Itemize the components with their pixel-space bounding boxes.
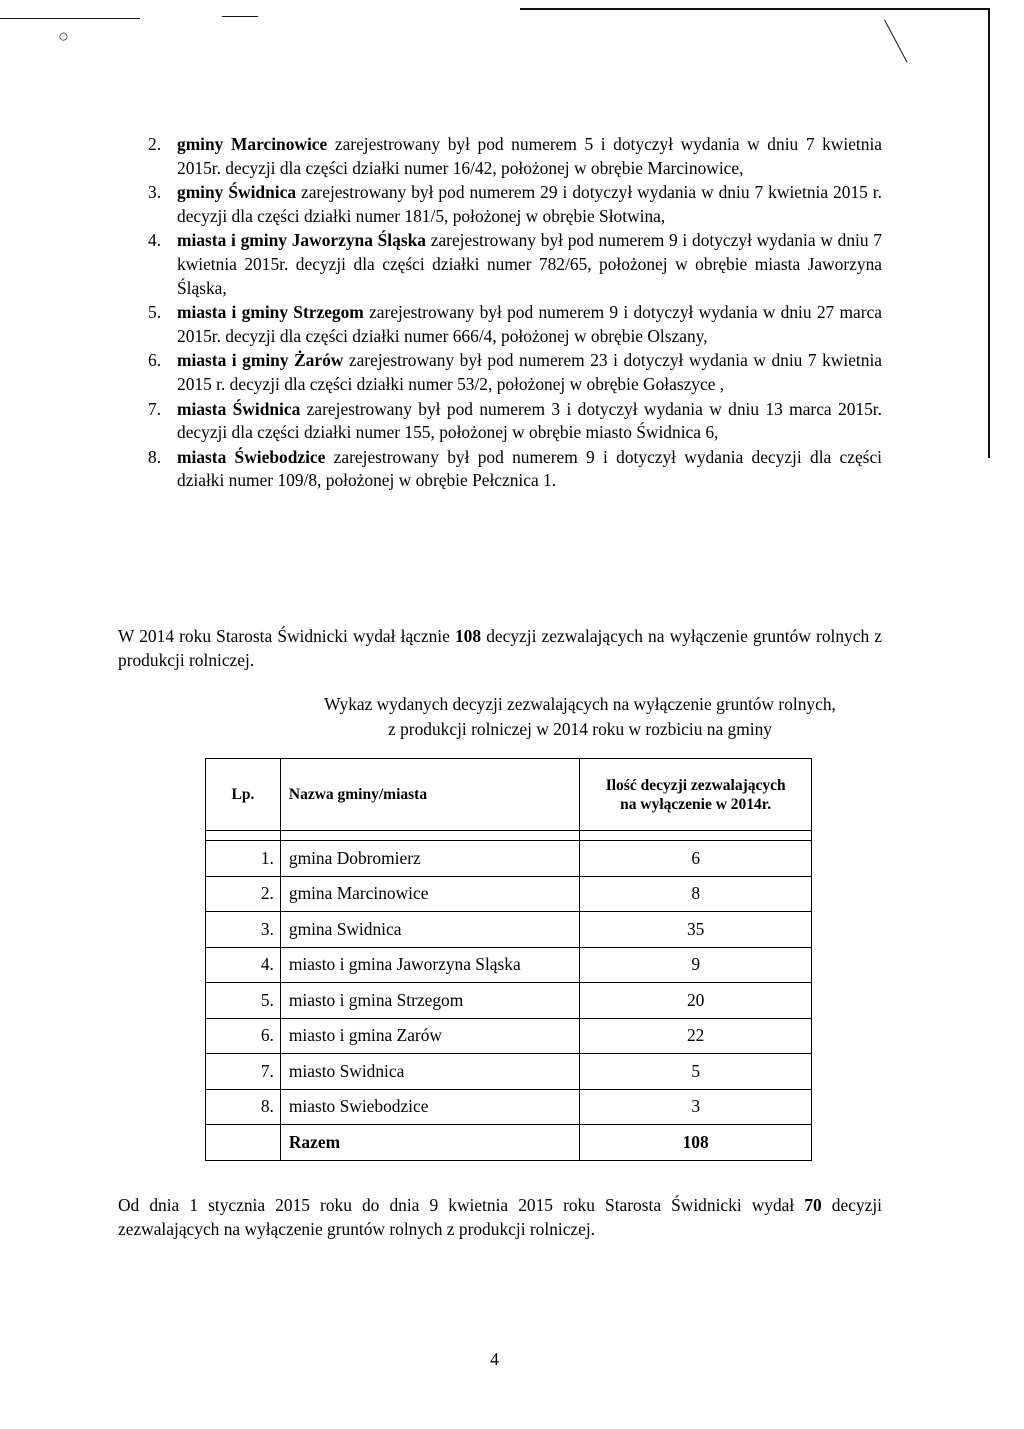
summary-2014-text-start: W 2014 roku Starosta Świdnicki wydał łącznie — [118, 626, 455, 646]
summary-2015-text-start: Od dnia 1 stycznia 2015 roku do dnia 9 kwietnia 2015 roku Starosta Świdnicki wydał — [118, 1195, 805, 1215]
table-row — [206, 983, 812, 1019]
total-count: 108 — [580, 1125, 812, 1161]
table-row — [206, 876, 812, 912]
list-item-text: zarejestrowany był pod numerem 3 i dotyczył wydania w dniu 13 marca 2015r. decyzji dla części działki numer 155, położonej w obrębie miasto Świdnica 6, — [177, 398, 882, 443]
list-item — [148, 349, 882, 396]
row-count: 6 — [580, 841, 812, 877]
row-lp: 7. — [206, 1054, 281, 1090]
page-number: 4 — [490, 1349, 499, 1369]
row-lp: 2. — [206, 876, 281, 912]
table-total-row — [206, 1125, 812, 1161]
list-item-bold: miasta Świebodzice — [177, 446, 326, 467]
row-count: 22 — [580, 1018, 812, 1054]
table-row — [206, 1018, 812, 1054]
list-item-number: 3. — [148, 182, 162, 203]
row-name: miasto i gmina Jaworzyna Sląska — [280, 947, 579, 983]
row-name: gmina Dobromierz — [280, 841, 579, 877]
table-header-row — [206, 759, 812, 831]
row-count: 3 — [580, 1089, 812, 1125]
list-item — [148, 446, 882, 493]
scan-diagonal-mark — [884, 20, 907, 63]
list-item-text: zarejestrowany był pod numerem 9 i dotyczył wydania w dniu 27 marca 2015r. decyzji dla części działki numer 666/4, położonej w obrębie Olszany, — [177, 302, 882, 346]
summary-2014-text-end: decyzji zezwalających na wyłączenie gruntów rolnych z produkcji rolniczej. — [118, 626, 883, 670]
header-lp: Lp. — [206, 759, 281, 831]
row-name: miasto Swidnica — [280, 1054, 579, 1090]
list-item — [148, 301, 882, 348]
row-lp: 8. — [206, 1089, 281, 1125]
list-item-number: 7. — [148, 398, 162, 419]
list-item-text: zarejestrowany był pod numerem 9 i dotyczył wydania w dniu 7 kwietnia 2015r. decyzji dla części działki numer 782/65, położonej w obrębie miasta Jaworzyna Śląska, — [177, 230, 882, 298]
summary-2014-total: 108 — [454, 626, 482, 646]
row-count: 9 — [580, 947, 812, 983]
row-count: 5 — [580, 1054, 812, 1090]
header-name: Nazwa gminy/miasta — [280, 759, 579, 831]
scan-border-right-edge — [988, 8, 990, 458]
list-item-bold: gminy Marcinowice — [177, 134, 328, 154]
total-label: Razem — [280, 1125, 579, 1161]
scan-border-top-right — [520, 8, 990, 10]
decisions-table — [205, 758, 812, 1161]
table-row — [206, 947, 812, 983]
table-row — [206, 1054, 812, 1090]
scan-corner-mark: ○ — [58, 26, 69, 46]
list-item-text: zarejestrowany był pod numerem 23 i dotyczył wydania w dniu 7 kwietnia 2015 r. decyzji dla części działki numer 53/2, położonej w obrębie Gołaszyce , — [177, 350, 882, 394]
list-item-number: 4. — [148, 230, 162, 251]
summary-2015-paragraph — [118, 1193, 882, 1241]
list-item-number: 2. — [148, 134, 162, 154]
row-lp: 4. — [206, 947, 281, 983]
table-spacer-row — [206, 831, 812, 841]
table-title — [200, 692, 960, 741]
row-lp: 5. — [206, 983, 281, 1019]
row-name: gmina Swidnica — [280, 912, 579, 948]
list-item — [148, 398, 882, 445]
table-title-line-2: z produkcji rolniczej w 2014 roku w rozbiciu na gminy — [388, 718, 772, 739]
list-item-number: 8. — [148, 446, 162, 467]
list-item — [148, 229, 882, 300]
list-item-bold: miasta i gminy Jaworzyna Śląska — [177, 230, 426, 251]
row-count: 35 — [580, 912, 812, 948]
row-lp: 3. — [206, 912, 281, 948]
table-row — [206, 1089, 812, 1125]
scan-border-top-left — [0, 18, 140, 19]
list-item-bold: gminy Świdnica — [177, 182, 297, 203]
registration-list — [148, 133, 882, 493]
row-count: 8 — [580, 876, 812, 912]
row-name: miasto i gmina Zarów — [280, 1018, 579, 1054]
summary-2015-text-end: decyzji zezwalających na wyłączenie gruntów rolnych z produkcji rolniczej. — [118, 1195, 882, 1239]
table-title-line-1: Wykaz wydanych decyzji zezwalających na wyłączenie gruntów rolnych, — [324, 694, 836, 714]
table-row — [206, 841, 812, 877]
header-count-line-2: na wyłączenie w 2014r. — [620, 795, 772, 813]
spacer-cell — [206, 831, 281, 841]
spacer-cell — [280, 831, 579, 841]
list-item-number: 5. — [148, 302, 162, 323]
scan-border-top-mid — [222, 16, 258, 17]
list-item-text: zarejestrowany był pod numerem 29 i dotyczył wydania w dniu 7 kwietnia 2015 r. decyzji dla części działki numer 181/5, położonej w obrębie Słotwina, — [177, 182, 882, 226]
list-item — [148, 181, 882, 228]
total-lp-empty — [206, 1125, 281, 1161]
row-name: gmina Marcinowice — [280, 876, 579, 912]
list-item-bold: miasta Świdnica — [177, 398, 301, 419]
list-item-number: 6. — [148, 350, 162, 371]
list-item-text: zarejestrowany był pod numerem 9 i dotyczył wydania decyzji dla części działki numer 109/8, położonej w obrębie Pełcznica 1. — [177, 446, 882, 491]
row-lp: 1. — [206, 841, 281, 877]
header-count — [580, 759, 812, 831]
table-row — [206, 912, 812, 948]
row-count: 20 — [580, 983, 812, 1019]
list-item-text: zarejestrowany był pod numerem 5 i dotyczył wydania w dniu 7 kwietnia 2015r. decyzji dla części działki numer 16/42, położonej w obrębie Marcinowice, — [177, 134, 882, 178]
list-item — [148, 133, 882, 180]
list-item-bold: miasta i gminy Żarów — [177, 350, 344, 371]
row-name: miasto Swiebodzice — [280, 1089, 579, 1125]
spacer-cell — [580, 831, 812, 841]
row-lp: 6. — [206, 1018, 281, 1054]
header-count-line-1: Ilość decyzji zezwalających — [605, 776, 786, 794]
row-name: miasto i gmina Strzegom — [280, 983, 579, 1019]
summary-2014-paragraph — [118, 624, 882, 672]
list-item-bold: miasta i gminy Strzegom — [177, 302, 364, 323]
summary-2015-total: 70 — [804, 1195, 822, 1215]
